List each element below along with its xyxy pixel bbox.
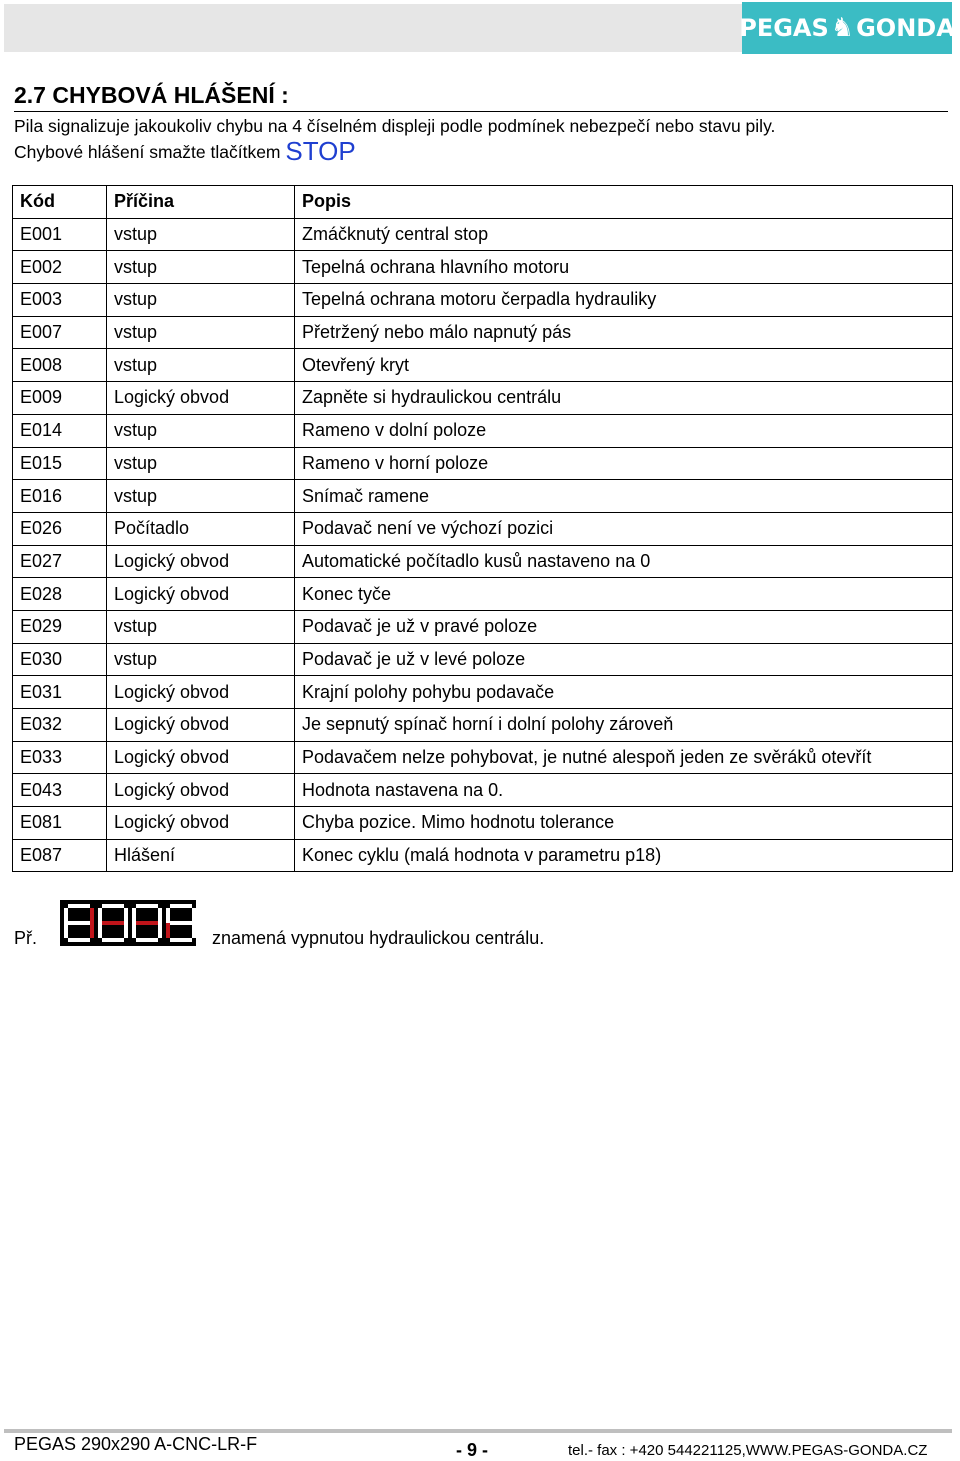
cell-code: E026 <box>13 512 107 545</box>
cell-cause: vstup <box>107 610 295 643</box>
digit-1-segment-f <box>64 908 68 923</box>
cell-cause: vstup <box>107 251 295 284</box>
cell-code: E008 <box>13 349 107 382</box>
error-rows <box>13 218 953 872</box>
digit-1-segment-d <box>68 938 90 942</box>
table-row <box>13 218 953 251</box>
digit-4-segment-a <box>170 904 192 908</box>
error-code-table <box>12 185 953 872</box>
digit-2-segment-g <box>102 921 124 925</box>
cell-code: E015 <box>13 447 107 480</box>
cell-description: Zapněte si hydraulickou centrálu <box>295 382 953 415</box>
digit-1-segment-g <box>68 921 90 925</box>
cell-description: Podavač je už v levé poloze <box>295 643 953 676</box>
cell-cause: vstup <box>107 218 295 251</box>
cell-cause: Počítadlo <box>107 512 295 545</box>
table-row <box>13 284 953 317</box>
digit-2-segment-d <box>102 938 124 942</box>
footer-model: PEGAS 290x290 A-CNC-LR-F <box>14 1434 258 1454</box>
cell-cause: Logický obvod <box>107 774 295 807</box>
cell-code: E033 <box>13 741 107 774</box>
example-label: Př. <box>14 928 38 948</box>
cell-code: E009 <box>13 382 107 415</box>
cell-description: Podavač je už v pravé poloze <box>295 610 953 643</box>
cell-code: E081 <box>13 807 107 840</box>
cell-cause: Logický obvod <box>107 741 295 774</box>
table-row <box>13 676 953 709</box>
cell-code: E028 <box>13 578 107 611</box>
table-row <box>13 643 953 676</box>
cell-description: Konec tyče <box>295 578 953 611</box>
cell-code: E027 <box>13 545 107 578</box>
cell-description: Chyba pozice. Mimo hodnotu tolerance <box>295 807 953 840</box>
cell-code: E030 <box>13 643 107 676</box>
digit-3-segment-a <box>136 904 158 908</box>
table-row <box>13 414 953 447</box>
cell-description: Tepelná ochrana hlavního motoru <box>295 251 953 284</box>
cell-cause: vstup <box>107 316 295 349</box>
cell-code: E002 <box>13 251 107 284</box>
pegas-gonda-logo <box>739 2 955 54</box>
table-row <box>13 610 953 643</box>
table-row <box>13 349 953 382</box>
table-row <box>13 316 953 349</box>
digit-4-segment-d <box>170 938 192 942</box>
clear-instruction-text: Chybové hlášení smažte tlačítkem <box>14 142 281 162</box>
digit-3-segment-d <box>136 938 158 942</box>
cell-cause: Logický obvod <box>107 578 295 611</box>
digit-4-segment-f <box>166 908 170 923</box>
digit-1-segment-a <box>68 904 90 908</box>
cell-description: Hodnota nastavena na 0. <box>295 774 953 807</box>
footer-contact: tel.- fax : +420 544221125,WWW.PEGAS-GONDA.CZ <box>568 1442 928 1459</box>
cell-cause: Logický obvod <box>107 709 295 742</box>
table-row <box>13 512 953 545</box>
table-header-row <box>13 186 953 219</box>
example-description: znamená vypnutou hydraulickou centrálu. <box>212 928 545 948</box>
table-row <box>13 774 953 807</box>
digit-3-segment-e <box>132 923 136 938</box>
footer-rule <box>4 1429 952 1433</box>
stop-label: STOP <box>285 136 356 166</box>
digit-2-segment-a <box>102 904 124 908</box>
cell-description: Rameno v horní poloze <box>295 447 953 480</box>
digit-2-segment-b <box>124 908 128 923</box>
digit-1-segment-e <box>64 923 68 938</box>
table-row <box>13 545 953 578</box>
page-number: - 9 - <box>456 1440 489 1460</box>
seven-segment-display <box>60 900 196 946</box>
clear-instruction <box>14 136 356 167</box>
cell-cause: vstup <box>107 349 295 382</box>
digit-3-segment-c <box>158 923 162 938</box>
cell-description: Podavač není ve výchozí pozici <box>295 512 953 545</box>
table-row <box>13 480 953 513</box>
cell-cause: Logický obvod <box>107 807 295 840</box>
cell-cause: Logický obvod <box>107 676 295 709</box>
display-digits <box>60 900 196 946</box>
cell-cause: vstup <box>107 284 295 317</box>
cell-code: E007 <box>13 316 107 349</box>
digit-3-segment-g <box>136 921 158 925</box>
cell-code: E001 <box>13 218 107 251</box>
digit-1-segment-b <box>90 908 94 923</box>
cell-cause: Logický obvod <box>107 382 295 415</box>
table-row <box>13 839 953 872</box>
section-title: 2.7 CHYBOVÁ HLÁŠENÍ : <box>14 82 289 108</box>
digit-2-segment-e <box>98 923 102 938</box>
cell-cause: vstup <box>107 643 295 676</box>
digit-4-segment-g <box>170 921 192 925</box>
cell-cause: Hlášení <box>107 839 295 872</box>
digit-3-segment-b <box>158 908 162 923</box>
cell-cause: vstup <box>107 447 295 480</box>
cell-code: E043 <box>13 774 107 807</box>
cell-description: Přetržený nebo málo napnutý pás <box>295 316 953 349</box>
cell-description: Snímač ramene <box>295 480 953 513</box>
horse-icon: ♞ <box>830 13 855 43</box>
cell-description: Otevřený kryt <box>295 349 953 382</box>
cell-code: E032 <box>13 709 107 742</box>
column-header-cause: Příčina <box>107 186 295 219</box>
cell-code: E014 <box>13 414 107 447</box>
cell-code: E003 <box>13 284 107 317</box>
logo-text-right: GONDA <box>856 14 955 42</box>
logo-text-left: PEGAS <box>739 14 829 42</box>
table-row <box>13 447 953 480</box>
table-row <box>13 382 953 415</box>
cell-cause: Logický obvod <box>107 545 295 578</box>
digit-3-segment-f <box>132 908 136 923</box>
digit-2-segment-f <box>98 908 102 923</box>
cell-code: E031 <box>13 676 107 709</box>
cell-description: Je sepnutý spínač horní i dolní polohy zároveň <box>295 709 953 742</box>
digit-2-segment-c <box>124 923 128 938</box>
table-row <box>13 807 953 840</box>
cell-description: Tepelná ochrana motoru čerpadla hydrauliky <box>295 284 953 317</box>
column-header-code: Kód <box>13 186 107 219</box>
cell-code: E016 <box>13 480 107 513</box>
table-row <box>13 741 953 774</box>
digit-4-segment-e <box>166 923 170 938</box>
intro-text: Pila signalizuje jakoukoliv chybu na 4 číselném displeji podle podmínek nebezpečí nebo stavu pily. <box>14 116 776 136</box>
cell-code: E087 <box>13 839 107 872</box>
column-header-description: Popis <box>295 186 953 219</box>
cell-description: Zmáčknutý central stop <box>295 218 953 251</box>
cell-description: Krajní polohy pohybu podavače <box>295 676 953 709</box>
cell-cause: vstup <box>107 480 295 513</box>
cell-code: E029 <box>13 610 107 643</box>
digit-4-segment-c <box>192 923 196 938</box>
cell-description: Automatické počítadlo kusů nastaveno na 0 <box>295 545 953 578</box>
cell-description: Podavačem nelze pohybovat, je nutné alespoň jeden ze svěráků otevřít <box>295 741 953 774</box>
table-row <box>13 578 953 611</box>
table-row <box>13 251 953 284</box>
digit-4-segment-b <box>192 908 196 923</box>
cell-description: Rameno v dolní poloze <box>295 414 953 447</box>
digit-1-segment-c <box>90 923 94 938</box>
cell-cause: vstup <box>107 414 295 447</box>
title-underline <box>14 111 948 112</box>
table-row <box>13 709 953 742</box>
cell-description: Konec cyklu (malá hodnota v parametru p18) <box>295 839 953 872</box>
